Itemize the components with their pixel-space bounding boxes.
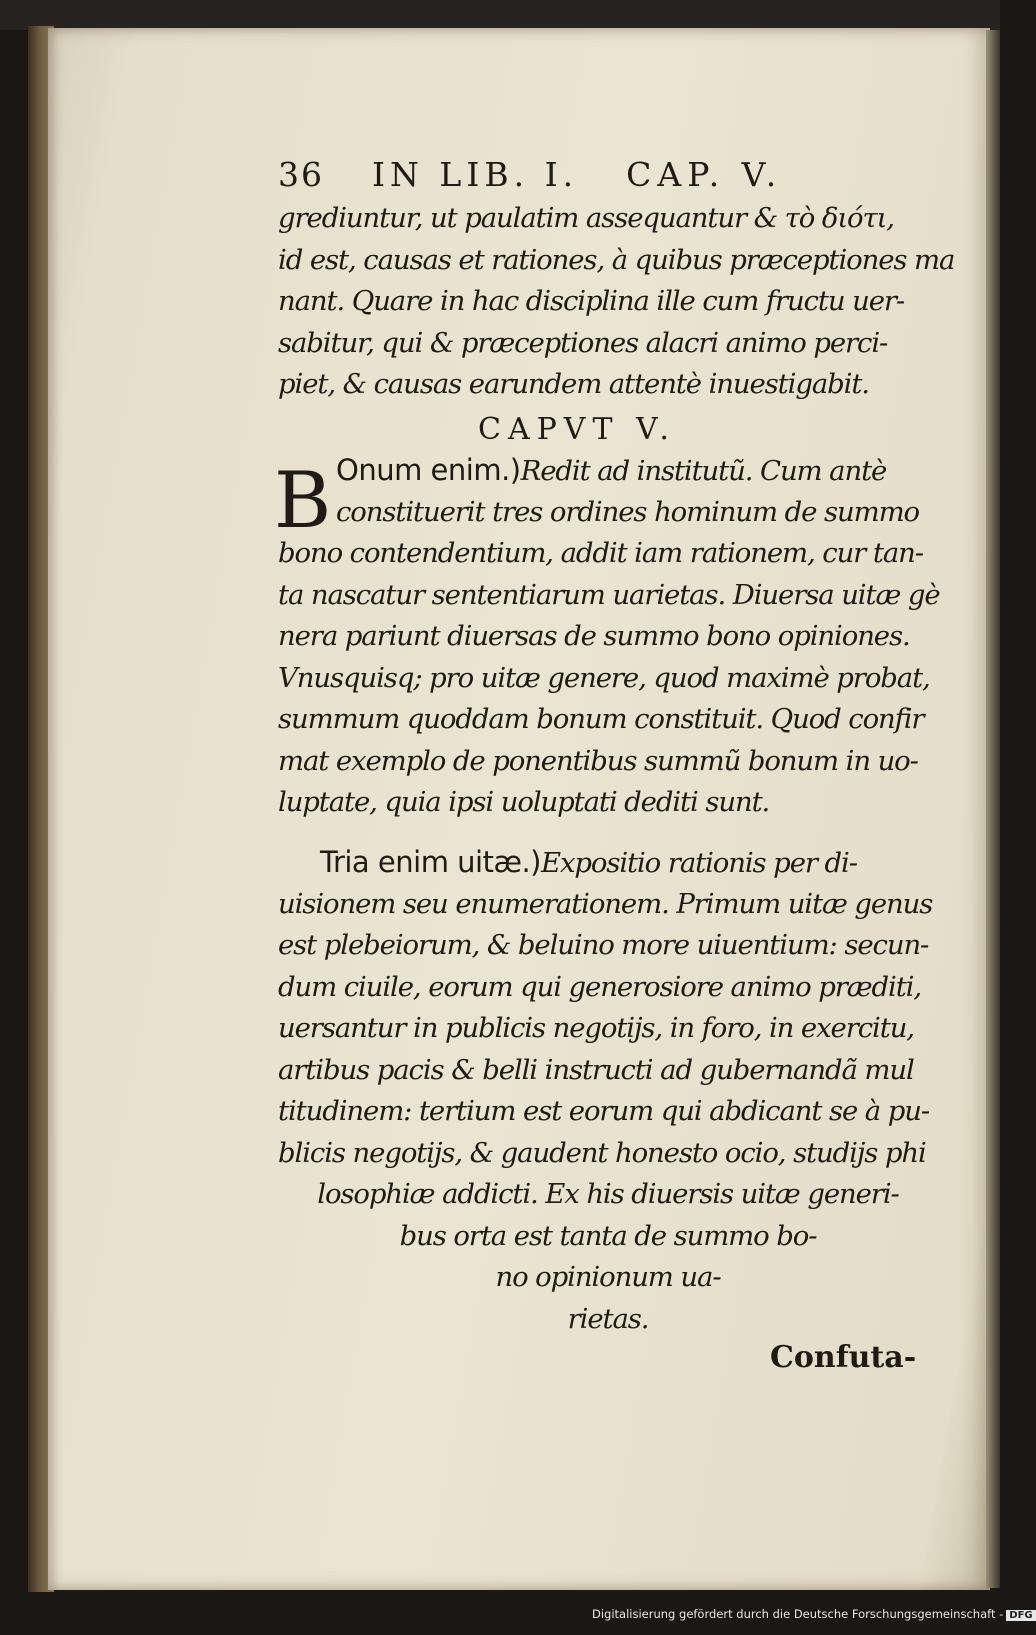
scan-background-top [0,0,1000,30]
text-line: Vnusquisq; pro uitæ genere, quod maximè probat, [278,661,930,694]
text-line: piet, & causas earundem attentè inuestigabit. [278,368,869,400]
text-line: est plebeiorum, & beluino more uiuentium: secun- [278,929,929,961]
page-number: 36 [278,155,324,194]
digitization-footer [592,1607,1033,1621]
chapter-heading: CAPVT V. [478,412,676,447]
text-line: ta nascatur sententiarum uarietas. Diuersa uitæ gè [278,578,940,611]
text-line: titudinem: tertium est eorum qui abdicant se à pu- [278,1095,930,1127]
header-chapter: CAP. V. [626,155,783,194]
running-header [278,155,828,194]
text-line: artibus pacis & belli instructi ad gubernandã mul [278,1053,914,1086]
paragraph-bonum [278,450,938,824]
commentary-text: Expositio rationis per di- [540,847,857,879]
text-line: blicis negotijs, & gaudent honesto ocio, studijs phi [278,1136,926,1169]
paragraph-tria [278,842,938,1340]
text-line [278,450,938,492]
text-line-centered: no opinionum ua- [495,1261,721,1293]
text-line: nant. Quare in hac disciplina ille cum fructu uer- [278,285,905,317]
text-line [278,842,938,884]
text-line-centered: bus orta est tanta de summo bo- [399,1219,817,1252]
text-line: mat exemplo de ponentibus summũ bonum in uo- [278,744,918,777]
text-line: constituerit tres ordines hominum de summo [336,495,919,528]
text-line: id est, causas et rationes, à quibus præceptiones ma [278,243,955,276]
catchword: Confuta- [770,1340,917,1375]
text-line-centered: losophiæ addicti. Ex his diuersis uitæ generi- [317,1178,899,1210]
text-line: grediuntur, ut paulatim assequantur & τὸ διότι, [278,202,894,234]
text-line: uisionem seu enumerationem. Primum uitæ genus [278,887,933,920]
text-line: uersantur in publicis negotijs, in foro, in exercitu, [278,1012,914,1044]
lemma: Onum enim.) [336,453,521,487]
text-line: luptate, quia ipsi uoluptati dediti sunt. [278,786,770,818]
page-edge-shadow [986,30,1000,1588]
paragraph-continuation [278,198,955,406]
lemma: Tria enim uitæ.) [320,845,541,879]
text-line: nera pariunt diuersas de summo bono opiniones. [278,620,910,652]
dfg-logo: DFG [1006,1610,1035,1621]
text-line: summum quoddam bonum constituit. Quod confir [278,703,924,735]
text-line: sabitur, qui & præceptiones alacri animo perci- [278,326,888,359]
drop-capital: B [274,456,332,546]
footer-text: Digitalisierung gefördert durch die Deutsche Forschungsgemeinschaft - [592,1607,1004,1621]
text-line: dum ciuile, eorum qui generosiore animo præditi, [278,970,921,1003]
text-line-centered: rietas. [567,1302,649,1335]
commentary-text: Redit ad institutũ. Cum antè [520,455,887,487]
text-line: bono contendentium, addit iam rationem, cur tan- [278,537,923,569]
header-book: IN LIB. I. [372,155,579,194]
